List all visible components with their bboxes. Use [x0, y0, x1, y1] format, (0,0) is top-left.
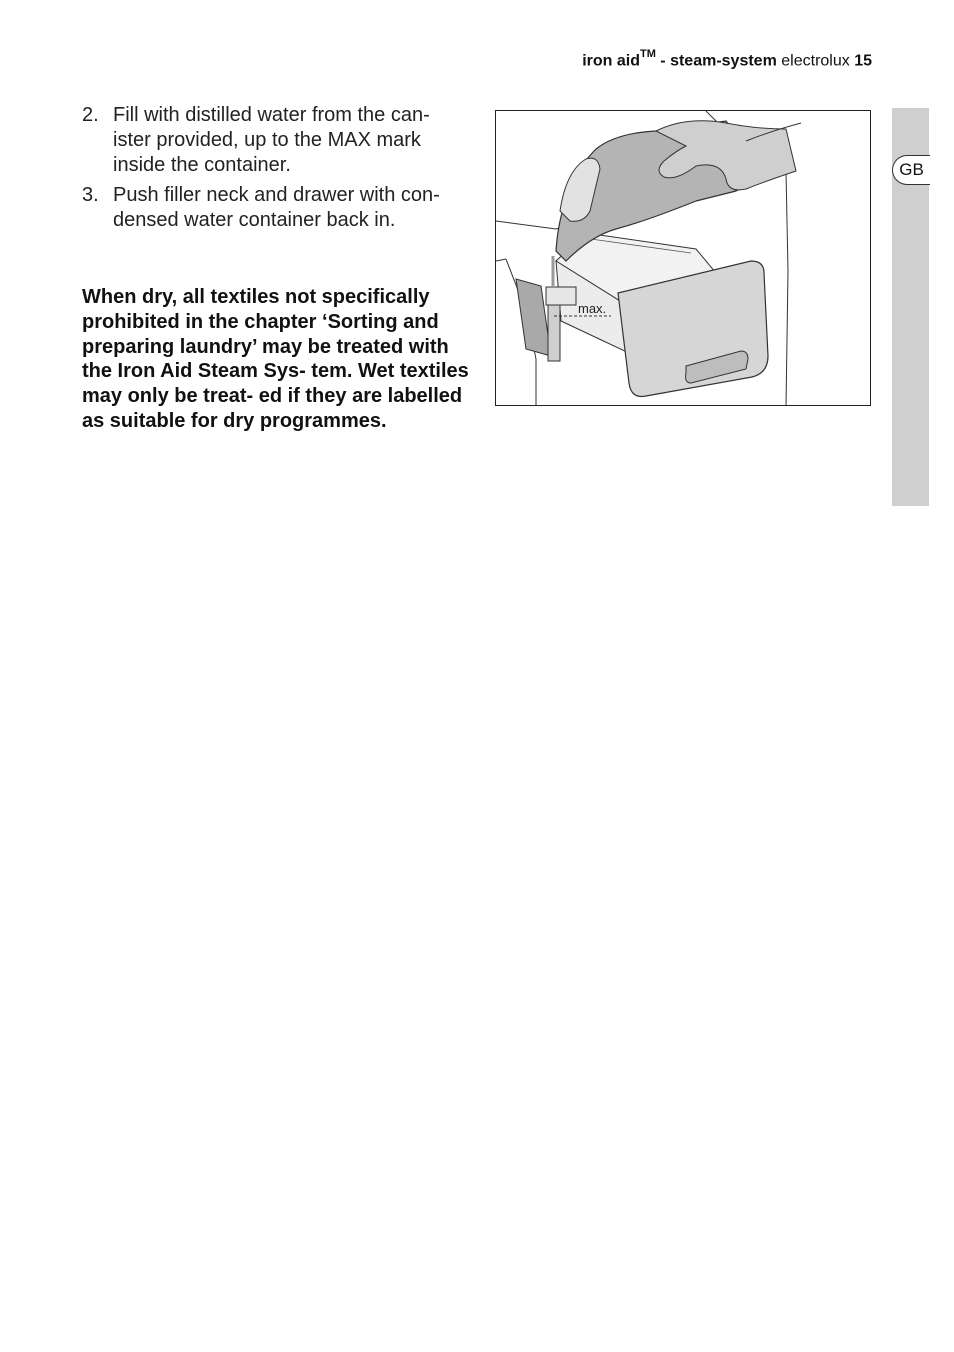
- language-badge: GB: [892, 155, 930, 185]
- header-trademark: TM: [639, 48, 656, 60]
- step-number: 2.: [82, 104, 99, 126]
- step-item: [82, 183, 472, 233]
- step-text: Fill with distilled water from the can- ister provided, up to the MAX mark inside the container.: [113, 104, 430, 176]
- instruction-steps: [82, 103, 472, 238]
- header-company: electrolux: [781, 52, 850, 70]
- header-title: - steam-system: [655, 52, 777, 70]
- step-text: Push filler neck and drawer with con- densed water container back in.: [113, 184, 440, 231]
- page-number: 15: [854, 52, 872, 70]
- filling-illustration: [495, 110, 871, 406]
- header-brand: iron aid: [582, 52, 640, 70]
- max-mark-label: max.: [578, 301, 607, 316]
- textile-note: When dry, all textiles not specifically prohibited in the chapter ‘Sorting and preparing laundry’ may be treated with the Iron Aid Steam Sys- tem. Wet textiles may only be treat- ed if they are labelled as suitable for dry programmes.: [82, 286, 469, 432]
- step-number: 3.: [82, 184, 99, 206]
- running-header: [582, 50, 872, 70]
- step-item: [82, 103, 472, 178]
- illustration-drawing: [496, 111, 871, 406]
